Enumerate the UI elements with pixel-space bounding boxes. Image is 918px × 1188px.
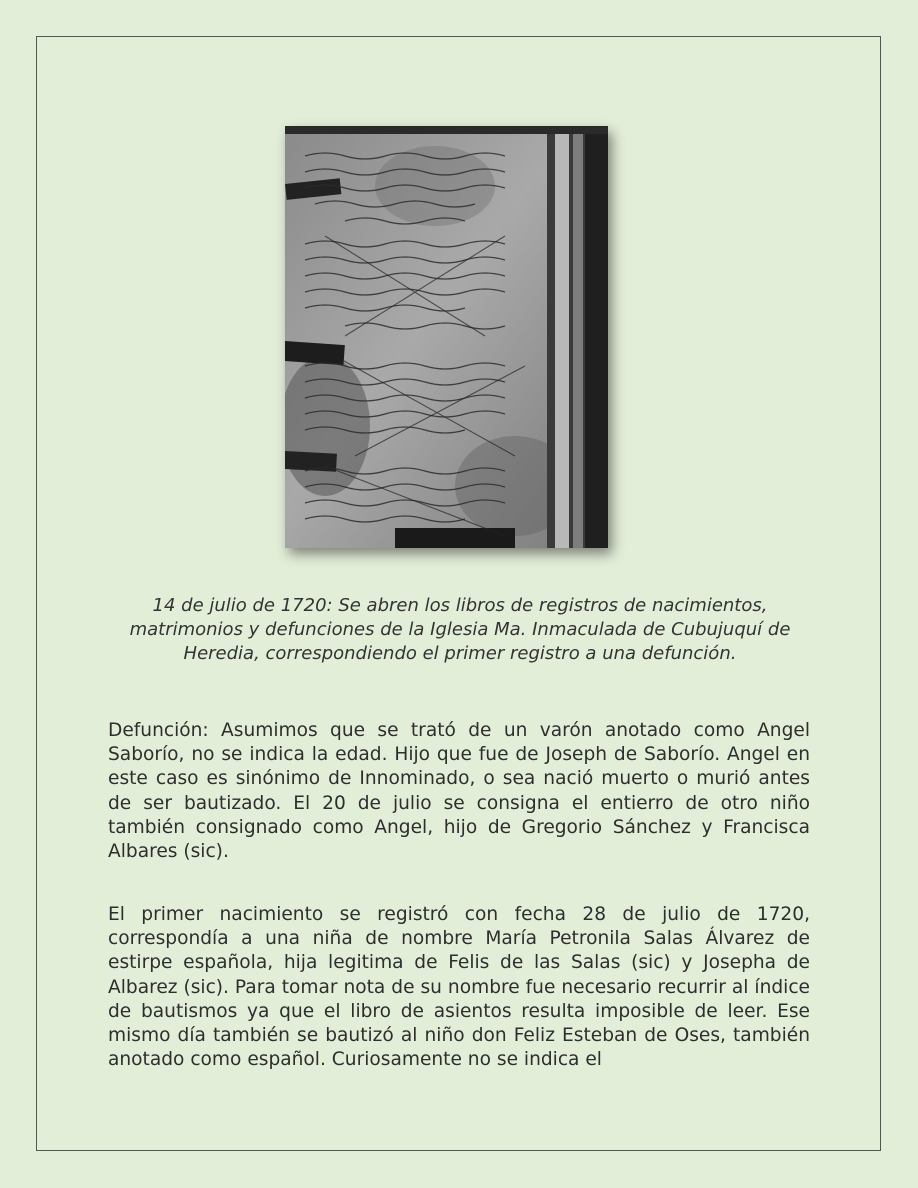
paragraph-nacimiento: El primer nacimiento se registró con fecha 28 de julio de 1720, correspondía a una niña de nombre María Petronila Salas Álvarez de estirpe española, hija legitima de Felis de las Salas (sic) y Josepha de Albarez (sic). Para tomar nota de su nombre fue necesario recurrir al índice de bautismos ya que el libro de asientos resulta imposible de leer. Ese mismo día también se bautizó al niño don Feliz Esteban de Oses, también anotado como español. Curiosamente no se indica el [108, 904, 810, 1071]
manuscript-photo [285, 126, 608, 548]
photo-caption: 14 de julio de 1720: Se abren los libros de registros de nacimientos, matrimonios y defunciones de la Iglesia Ma. Inmaculada de Cubujuquí de Heredia, correspondiendo el primer registro a una defunción. [129, 595, 791, 664]
manuscript-page-icon [285, 126, 608, 548]
paragraph-defuncion: Defunción: Asumimos que se trató de un varón anotado como Angel Saborío, no se indica la edad. Hijo que fue de Joseph de Saborío. Angel en este caso es sinónimo de Innominado, o sea nació muerto o murió antes de ser bautizado. El 20 de julio se consigna el entierro de otro niño también consignado como Angel, hijo de Gregorio Sánchez y Francisca Albares (sic). [108, 720, 810, 863]
